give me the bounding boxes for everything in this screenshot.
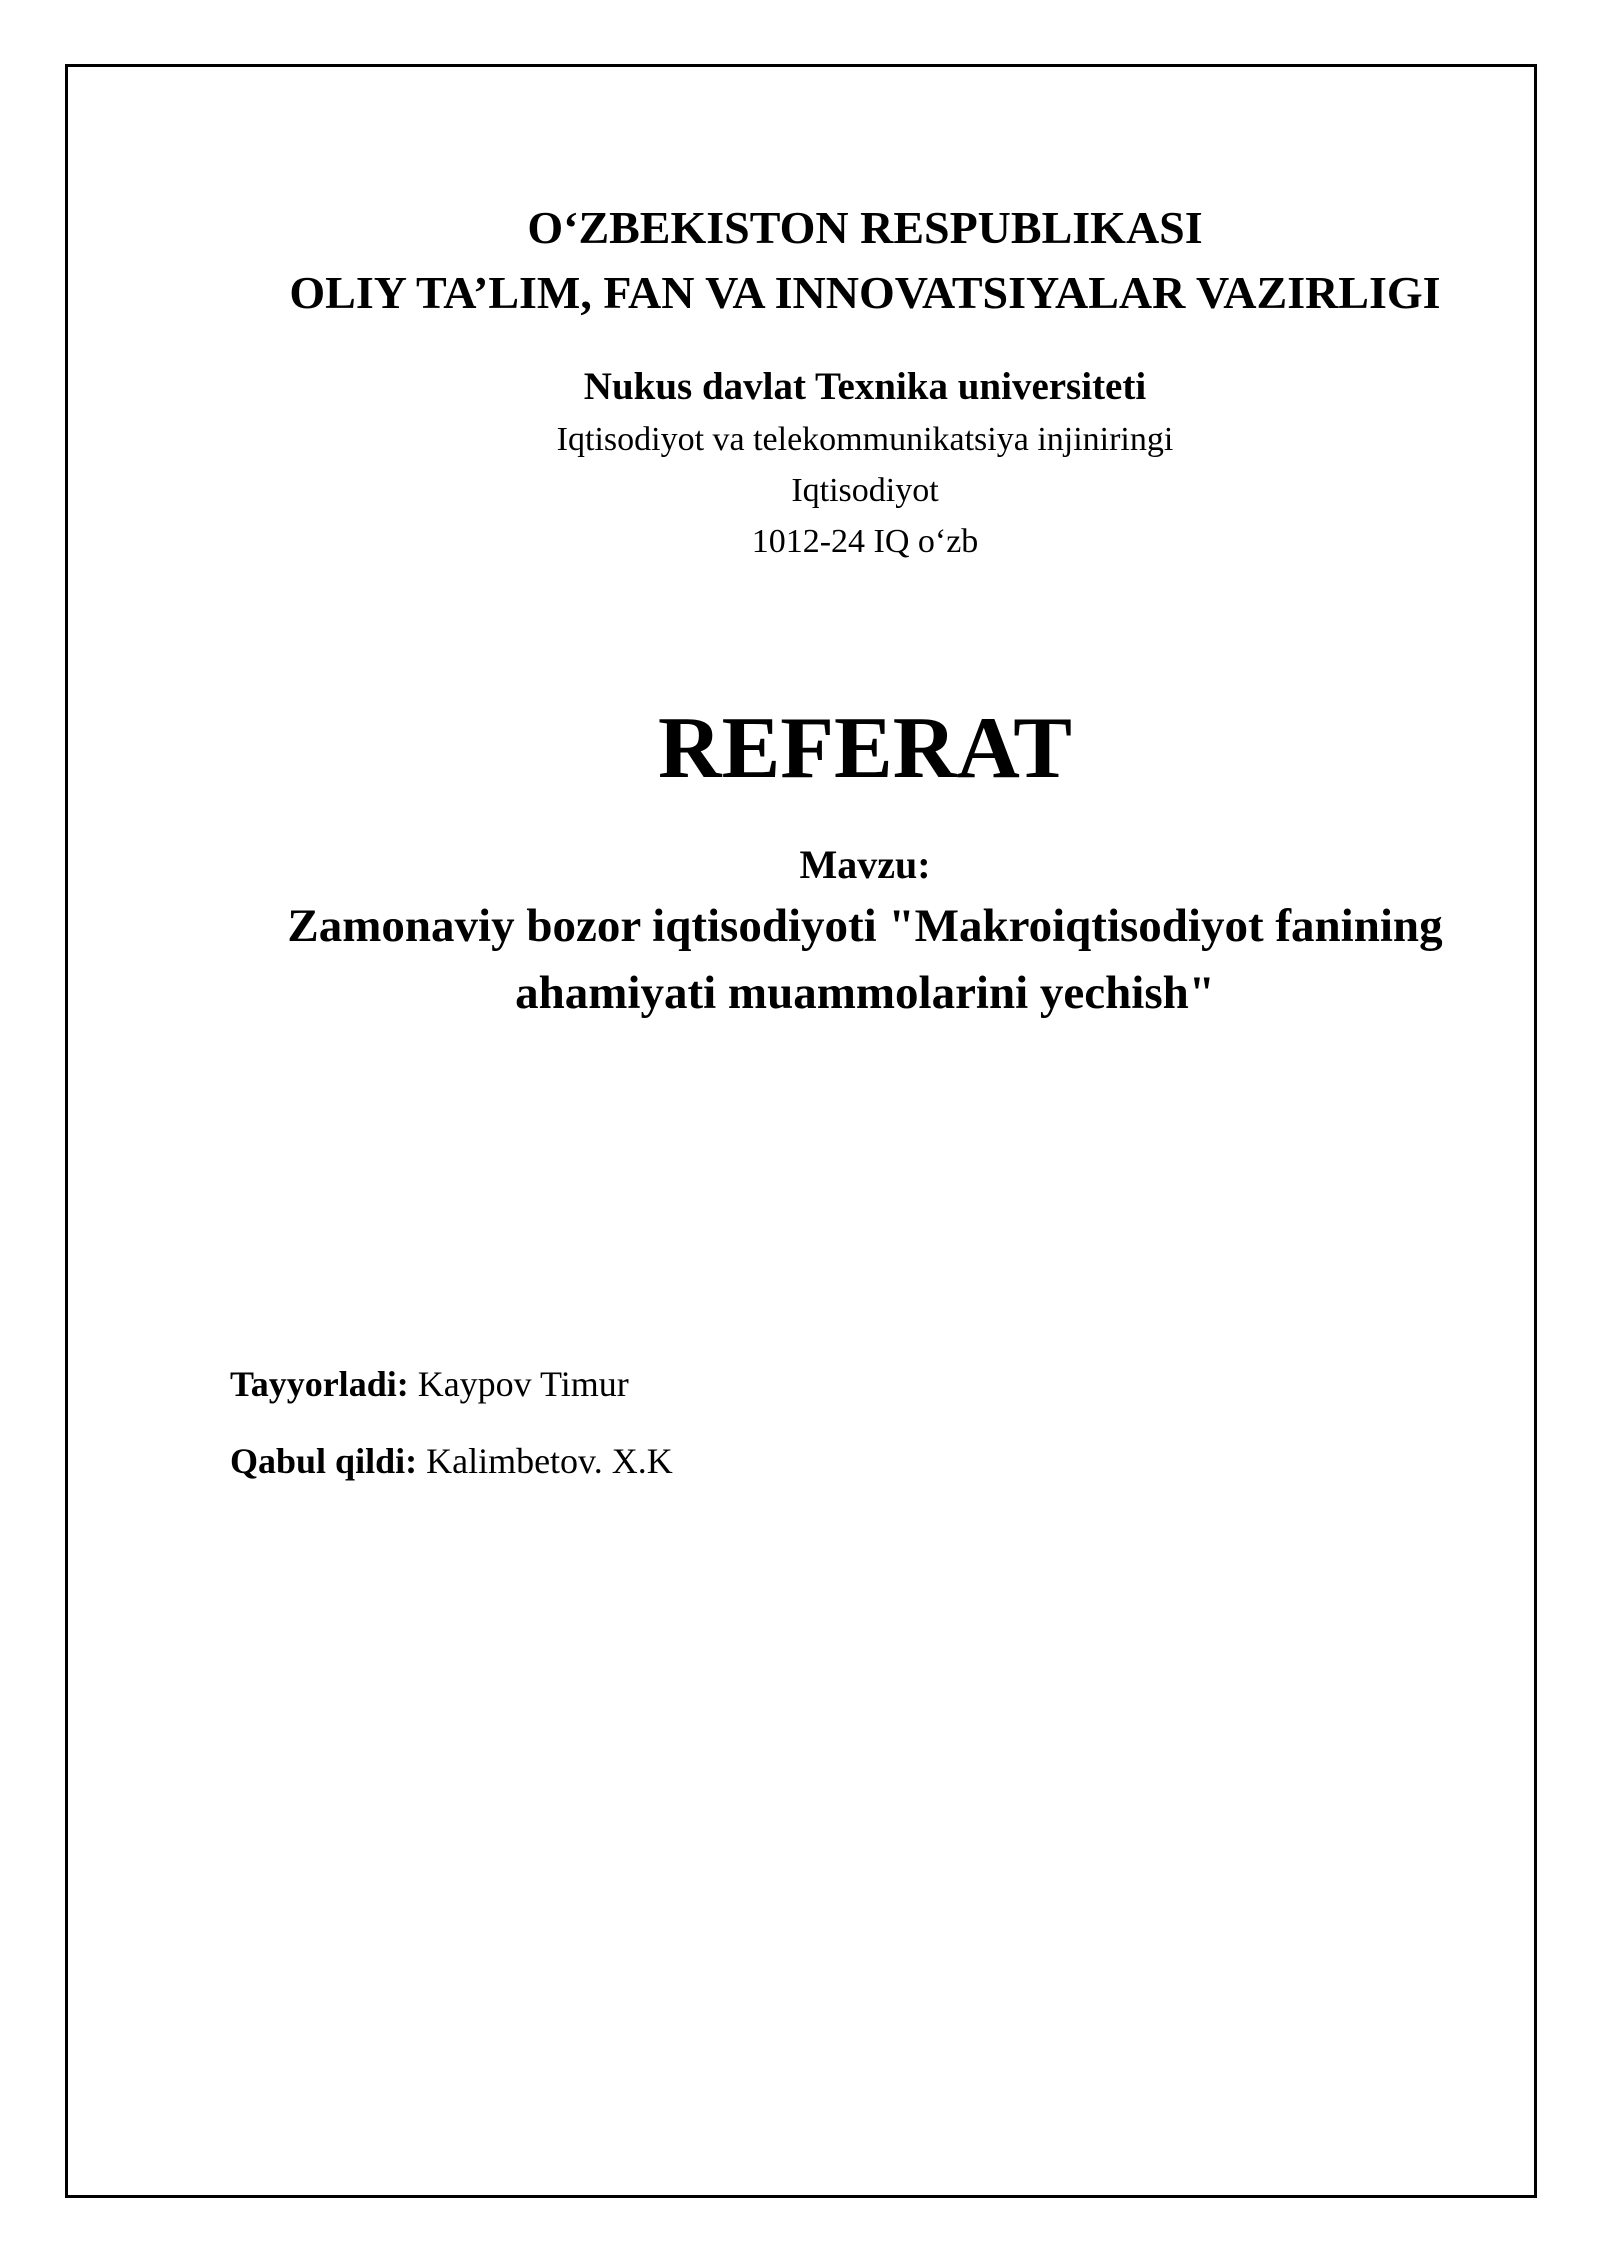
document-type-title: REFERAT: [658, 700, 1072, 797]
ministry-title-line1: O‘ZBEKISTON RESPUBLIKASI: [527, 202, 1203, 253]
faculty-name: Iqtisodiyot va telekommunikatsiya injiniringi: [556, 421, 1174, 458]
accepted-by-name: Kalimbetov. X.K: [426, 1441, 673, 1481]
ministry-title-line2: OLIY TA’LIM, FAN VA INNOVATSIYALAR VAZIRLIGI: [289, 267, 1441, 318]
prepared-by-label: Tayyorladi:: [230, 1364, 409, 1404]
group-code: 1012-24 IQ o‘zb: [751, 523, 979, 560]
accepted-by-label: Qabul qildi:: [230, 1441, 418, 1481]
university-name: Nukus davlat Texnika universiteti: [583, 365, 1147, 408]
department-name: Iqtisodiyot: [791, 472, 939, 509]
prepared-by: [230, 1366, 629, 1402]
topic-label: Mavzu:: [799, 842, 931, 887]
topic-title-line2: ahamiyati muammolarini yechish": [515, 967, 1215, 1019]
prepared-by-name: Kaypov Timur: [417, 1364, 629, 1404]
topic-title-line1: Zamonaviy bozor iqtisodiyoti "Makroiqtisodiyot fanining: [287, 900, 1443, 952]
accepted-by: [230, 1443, 673, 1479]
